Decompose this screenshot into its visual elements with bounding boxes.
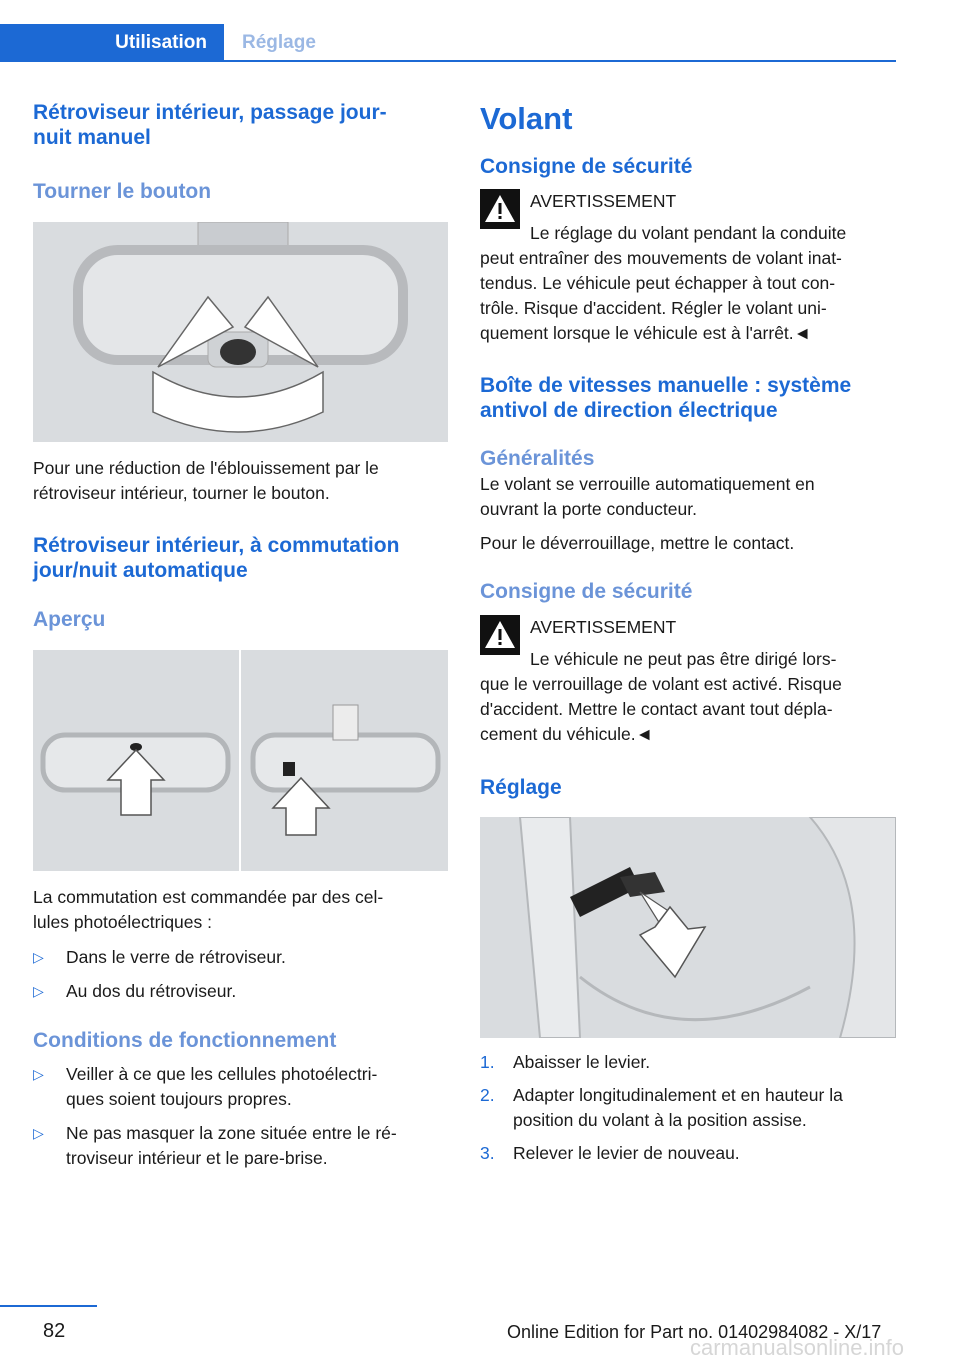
text-line: trôle. Risque d'accident. Régler le volant uni- xyxy=(480,298,827,318)
list-item xyxy=(33,945,448,970)
conditions-list xyxy=(33,1062,448,1171)
list-item xyxy=(33,979,448,1004)
footer-rule xyxy=(0,1305,97,1307)
heading-line: jour/nuit automatique xyxy=(33,559,248,582)
text-line: rétroviseur intérieur, tourner le bouton. xyxy=(33,483,330,503)
heading-volant: Volant xyxy=(480,101,573,136)
left-column xyxy=(33,100,448,1171)
list-item xyxy=(480,1141,896,1166)
subheading-turn-knob: Tourner le bouton xyxy=(33,180,212,203)
heading-line: Boîte de vitesses manuelle : système xyxy=(480,374,852,397)
watermark: carmanualsonline.info xyxy=(690,1335,905,1360)
heading-line: Rétroviseur intérieur, passage jour- xyxy=(33,101,387,124)
list-item xyxy=(33,1062,448,1112)
list-item xyxy=(480,1050,896,1075)
list-item-text: Ne pas masquer la zone située entre le ré- xyxy=(66,1123,397,1143)
warning-label: AVERTISSEMENT xyxy=(530,191,677,211)
text-line: Le réglage du volant pendant la conduite xyxy=(530,223,847,243)
text-line: peut entraîner des mouvements de volant inat- xyxy=(480,248,842,268)
warning-label: AVERTISSEMENT xyxy=(530,617,677,637)
photocell-list xyxy=(33,945,448,1004)
text-line: tendus. Le véhicule peut échapper à tout con- xyxy=(480,273,836,293)
paragraph-photocells xyxy=(33,885,448,935)
text-line: Le véhicule ne peut pas être dirigé lors- xyxy=(530,649,837,669)
header-rule xyxy=(224,60,896,62)
heading-reglage: Réglage xyxy=(480,776,562,799)
steering-lever-illustration xyxy=(480,817,896,1038)
text-line: quement lorsque le véhicule est à l'arrêt.◄ xyxy=(480,323,811,343)
warning-text xyxy=(480,221,896,346)
page-number: 82 xyxy=(43,1320,66,1342)
list-item xyxy=(33,1121,448,1171)
right-column xyxy=(480,100,896,1166)
text-line: cement du véhicule.◄ xyxy=(480,724,653,744)
subheading-safety-2: Consigne de sécurité xyxy=(480,580,693,603)
list-item-text: Abaisser le levier. xyxy=(513,1052,651,1072)
text-line: d'accident. Mettre le contact avant tout dépla- xyxy=(480,699,833,719)
warning-triangle-icon xyxy=(480,615,520,655)
list-item-text: Adapter longitudinalement et en hauteur la xyxy=(513,1085,843,1105)
text-line: La commutation est commandée par des cel- xyxy=(33,887,384,907)
list-item xyxy=(480,1083,896,1133)
text-line: ouvrant la porte conducteur. xyxy=(480,499,697,519)
warning-steering xyxy=(480,189,896,346)
list-item-text: Dans le verre de rétroviseur. xyxy=(66,947,286,967)
heading-auto-mirror xyxy=(33,533,448,583)
heading-safety: Consigne de sécurité xyxy=(480,155,693,178)
tab-reglage[interactable]: Réglage xyxy=(242,32,316,53)
subheading-conditions: Conditions de fonctionnement xyxy=(33,1029,337,1052)
paragraph-turn xyxy=(33,456,448,506)
paragraph-general xyxy=(480,472,896,522)
subheading-overview: Aperçu xyxy=(33,608,106,631)
list-item-text: ques soient toujours propres. xyxy=(66,1089,292,1109)
step-number: 3. xyxy=(480,1143,495,1163)
list-item-text: troviseur intérieur et le pare-brise. xyxy=(66,1148,328,1168)
text-line: Pour une réduction de l'éblouissement par le xyxy=(33,458,379,478)
tab-utilisation[interactable]: Utilisation xyxy=(0,24,224,62)
warning-lock xyxy=(480,615,896,747)
heading-line: Rétroviseur intérieur, à commutation xyxy=(33,534,400,557)
paragraph-unlock: Pour le déverrouillage, mettre le contact. xyxy=(480,533,795,553)
manual-mirror-illustration xyxy=(33,222,448,442)
list-item-text: position du volant à la position assise. xyxy=(513,1110,807,1130)
triangle-bullet-icon: ▷ xyxy=(33,983,44,999)
warning-triangle-icon xyxy=(480,189,520,229)
step-number: 2. xyxy=(480,1085,495,1105)
adjustment-steps xyxy=(480,1050,896,1166)
text-line: Le volant se verrouille automatiquement en xyxy=(480,474,815,494)
list-item-text: Veiller à ce que les cellules photoélectri- xyxy=(66,1064,378,1084)
step-number: 1. xyxy=(480,1052,495,1072)
triangle-bullet-icon: ▷ xyxy=(33,1066,44,1082)
text-line: que le verrouillage de volant est activé. Risque xyxy=(480,674,842,694)
warning-text xyxy=(480,647,896,747)
triangle-bullet-icon: ▷ xyxy=(33,1125,44,1141)
text-line: lules photoélectriques : xyxy=(33,912,212,932)
heading-line: nuit manuel xyxy=(33,126,151,149)
list-item-text: Relever le levier de nouveau. xyxy=(513,1143,740,1163)
heading-gearbox xyxy=(480,373,896,423)
edition-text: Online Edition for Part no. 01402984082 - X/17 xyxy=(507,1322,882,1342)
subheading-general: Généralités xyxy=(480,447,595,470)
heading-manual-mirror xyxy=(33,100,448,150)
auto-mirror-illustration xyxy=(33,650,448,871)
triangle-bullet-icon: ▷ xyxy=(33,949,44,965)
header-tabs xyxy=(0,24,896,62)
list-item-text: Au dos du rétroviseur. xyxy=(66,981,237,1001)
heading-line: antivol de direction électrique xyxy=(480,399,778,422)
